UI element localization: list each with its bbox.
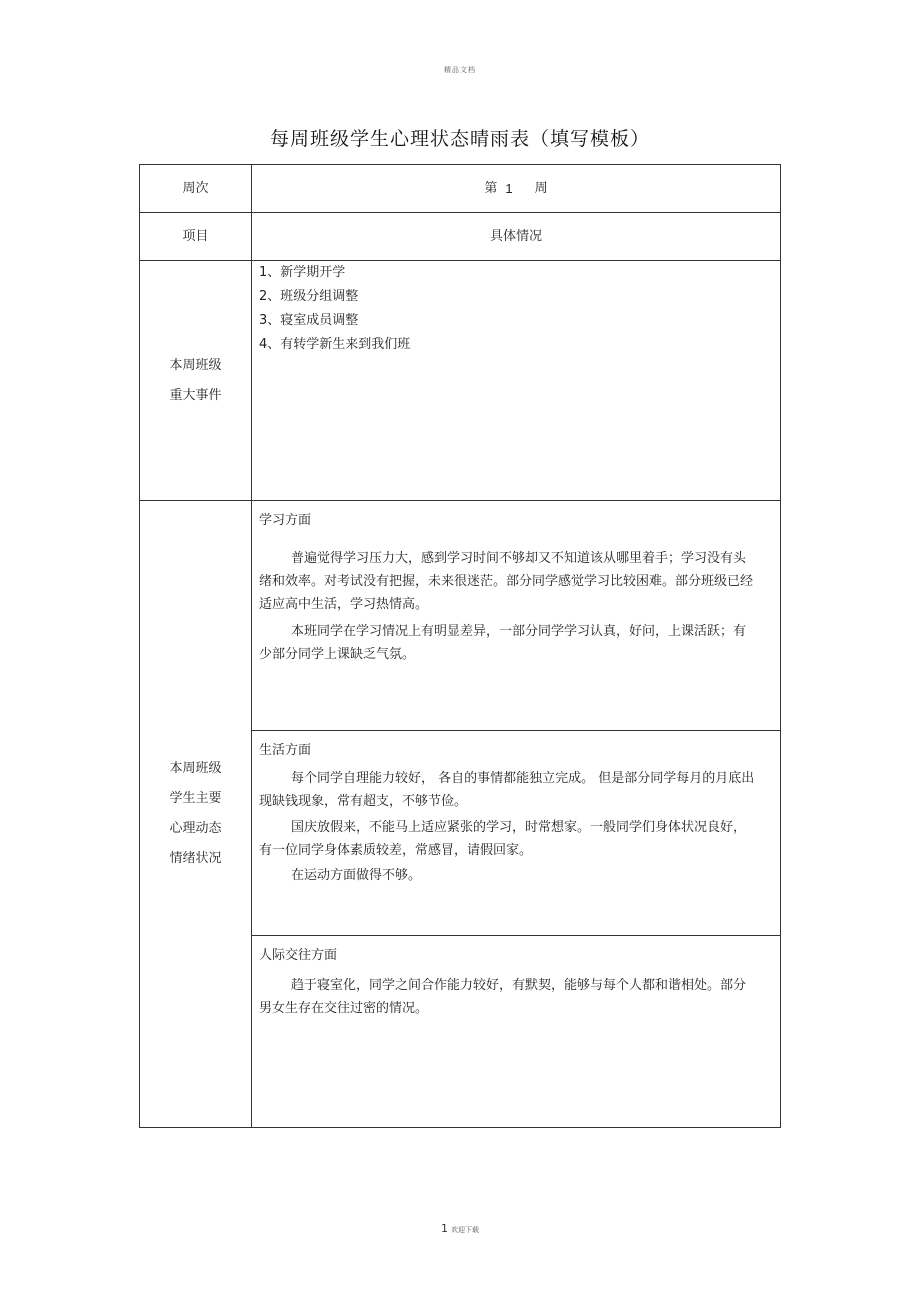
page-footer xyxy=(0,1222,920,1235)
study-paragraph: 普遍觉得学习压力大，感到学习时间不够却又不知道该从哪里着手；学习没有头绪和效率。对考试没有把握，未来很迷茫。部分同学感觉学习比较困难。部分班级已经适应高中生活，学习热情高。 xyxy=(259,551,754,612)
life-section xyxy=(252,731,780,935)
mood-label-line: 心理动态 xyxy=(169,821,222,836)
page-title: 每周班级学生心理状态晴雨表（填写模板） xyxy=(269,128,650,150)
week-prefix: 第 xyxy=(484,180,498,196)
study-paragraph: 本班同学在学习情况上有明显差异，一部分同学学习认真，好问，上课活跃；有少部分同学上课缺乏气氛。 xyxy=(259,624,747,662)
mood-label-line: 情绪状况 xyxy=(169,851,222,866)
social-paragraph: 趋于寝室化，同学之间合作能力较好，有默契，能够与每个人都和谐相处。部分男女生存在交往过密的情况。 xyxy=(259,978,747,1016)
study-title: 学习方面 xyxy=(259,513,312,528)
footer-text: 欢迎下载 xyxy=(451,1226,479,1234)
mood-label-line: 学生主要 xyxy=(169,791,222,806)
week-number: 1 xyxy=(505,180,513,196)
item-header: 项目 xyxy=(182,228,209,244)
events-list xyxy=(252,261,780,500)
header-note: 精品文档 xyxy=(444,66,476,74)
event-item: 2、班级分组调整 xyxy=(259,289,359,304)
item-header-cell xyxy=(140,213,251,260)
week-value-cell xyxy=(252,165,780,212)
life-paragraph: 在运动方面做得不够。 xyxy=(291,868,422,883)
events-label-line: 重大事件 xyxy=(169,387,222,403)
life-paragraph: 每个同学自理能力较好， 各自的事情都能独立完成。 但是部分同学每月的月底出现缺钱现象，常有超支，不够节俭。 xyxy=(259,771,755,809)
mood-label-cell xyxy=(140,501,251,1127)
event-item: 4、有转学新生来到我们班 xyxy=(259,337,411,352)
events-label-cell xyxy=(140,261,251,500)
social-title: 人际交往方面 xyxy=(259,948,338,963)
detail-header: 具体情况 xyxy=(489,228,542,244)
event-item: 3、寝室成员调整 xyxy=(259,313,359,328)
event-item: 1、新学期开学 xyxy=(259,265,346,280)
social-section xyxy=(252,936,780,1127)
mood-label-line: 本周班级 xyxy=(169,761,222,776)
mood-table xyxy=(139,164,781,1128)
study-section xyxy=(252,501,780,730)
life-paragraph: 国庆放假来，不能马上适应紧张的学习，时常想家。一般同学们身体状况良好，有一位同学身体素质较差，常感冒，请假回家。 xyxy=(259,820,747,858)
week-label: 周次 xyxy=(182,180,209,196)
life-title: 生活方面 xyxy=(259,743,312,758)
page-number: 1 xyxy=(441,1222,448,1235)
detail-header-cell xyxy=(252,213,780,260)
week-label-cell xyxy=(140,165,251,212)
week-suffix: 周 xyxy=(534,180,548,196)
events-label-line: 本周班级 xyxy=(169,357,222,373)
